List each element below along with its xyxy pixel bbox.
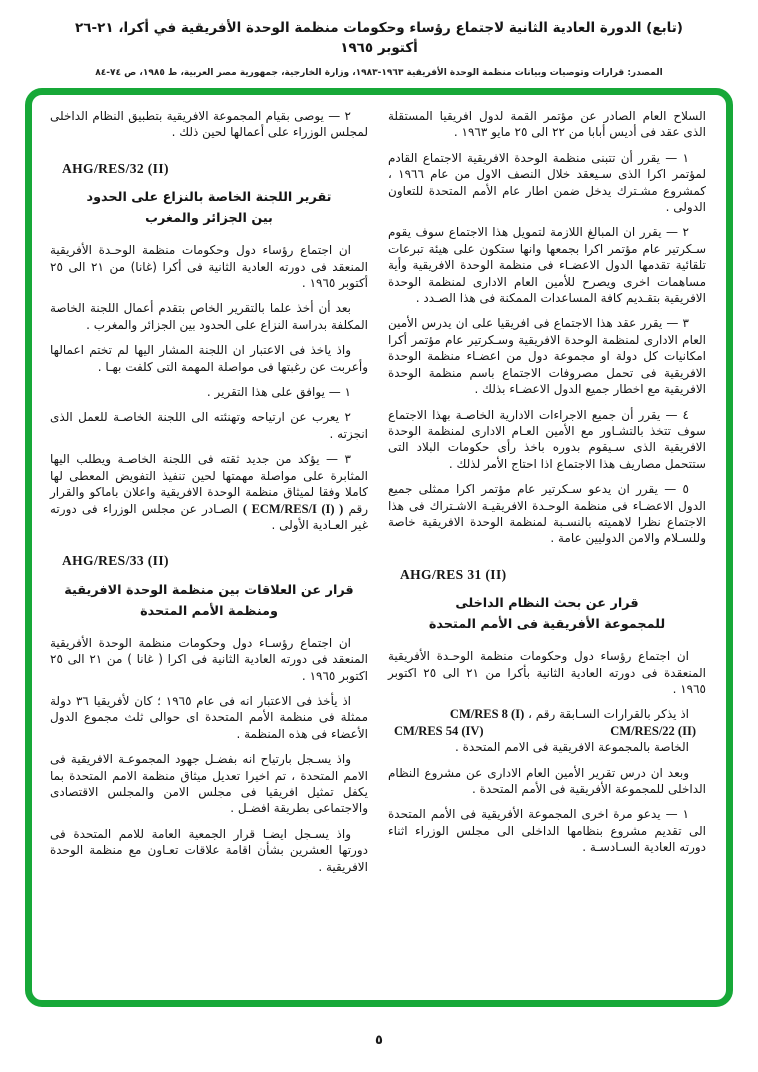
resolution-32-title-line1: تقرير اللجنة الخاصة بالنزاع على الحدود	[86, 190, 332, 206]
resolution-32-item-3-text: ٣ — يؤكد من جديد ثقته فى اللجنة الخاصـة ويطلب اليها المثابرة على مواصلة مهمتها لحين تنفيذ التفويض المعطى لها كاملا وفقا لميثاق منظمة الوحدة الافريقية واعلان باماكو والقرار رقم	[50, 452, 368, 516]
resolution-33-noting-clause-2: واذ يسـجل ايضـا قرار الجمعية العامة للامم المتحدة فى دورتها العشرين بشأن اقامة علاقات تعـاون مع منظمة الوحدة الافريقية .	[50, 826, 368, 874]
resolution-item-5: ٥ — يقرر ان يدعو سـكرتير عام مؤتمر اكرا ممثلى جميع الدول الاعضـاء فى منظمة الوحـدة الافريقيـة الاشـتراك فى هذا الاجتماع نظرا لاهميته بالنسـبة لمنظمة الوحدة الافريقية خاصة وللسـلام والامن الدوليين عامة .	[388, 482, 706, 546]
recall-codes-line	[388, 723, 706, 739]
resolution-32-title-line2: بين الجزائر والمغرب	[145, 211, 273, 227]
paragraph-continuation: السلاح العام الصادر عن مؤتمر القمة لدول افريقيا المستقلة الذى عقد فى أديس أبابا من ٢٢ الى ٢٥ مايو ١٩٦٣ .	[388, 109, 706, 140]
resolution-31-study-clause: وبعد ان درس تقرير الأمين العام الادارى عن مشروع النظام الداخلى للمجموعة الأفريقية فى الأمم المتحدة .	[388, 765, 706, 796]
resolution-item-3: ٣ — يقرر عقد هذا الاجتماع فى افريقيا على ان يدرس الأمين العام الادارى لمنظمة الوحدة الافريقية وسـكرتير عام مؤتمر أكرا امكانيات كل دولة او مجموعة دول من اعضـاء منظمة الوحدة الافريقية فى تحمل مصروفات الاجتماع باسم منظمة الوحدة الافريقية مع اخطار جميع الدول الاعضـاء بذلك .	[388, 316, 706, 397]
recall-outro-line: الخاصة بالمجموعة الافريقية فى الامم المتحدة .	[455, 740, 689, 755]
resolution-33-preamble: ان اجتماع رؤسـاء دول وحكومات منظمة الوحدة الأفريقية المنعقد فى دورته العادية الثانية فى اكرا ( غانا ) من ٢١ الى ٢٥ اكتوبر ١٩٦٥ .	[50, 635, 368, 683]
resolution-33-title	[50, 580, 368, 622]
resolution-item-1: ١ — يقرر أن تتبنى منظمة الوحدة الافريقية الاجتماع القادم لمؤتمر اكرا الذى سـيعقد خلال النصف الاول من عام ١٩٦٦ ، كمشروع مشـترك يدخل ضمن اطار عام الأمم المتحدة للتعاون الدولى .	[388, 150, 707, 215]
page-number: ٥	[375, 1033, 383, 1048]
ecm-res-code: ( ECM/RES/I (I) )	[242, 501, 344, 516]
source-citation: المصدر: قرارات وتوصيات وبيانات منظمة الوحدة الأفريقية ١٩٦٣-١٩٨٣، وزارة الخارجية، جمهورية مصر العربية، ط ١٩٨٥، ص ٧٤-٨٤	[95, 68, 663, 78]
resolution-code-ahg-res-31: AHG/RES 31 (II)	[400, 566, 507, 582]
recall-code-cm-res-8: CM/RES 8 (I)	[449, 707, 525, 722]
content-border-frame	[25, 88, 733, 1007]
resolution-31-item-1: ١ — يدعو مرة اخرى المجموعة الأفريقية فى الأمم المتحدة الى تقديم مشروع بنظامها الداخلى الى مجلس الوزراء اثناء دورته العادية السـادسـة .	[388, 807, 706, 855]
resolution-32-item-3-text-end: الصـادر عن مجلس الوزراء فى دورته غير العـادية الأولى .	[50, 501, 368, 532]
resolution-31-preamble: ان اجتماع رؤساء دول وحكومات منظمة الوحـدة الأفريقية المنعقدة فى دورته العادية الثانية بأكرا من ٢١ الى ٢٥ اكتوبر ١٩٦٥ .	[388, 649, 706, 696]
resolution-31-item-2: ٢ — يوصى بقيام المجموعة الافريقية بتطبيق النظام الداخلى لمجلس الوزراء على أعمالها لحين ذلك .	[50, 109, 368, 140]
resolution-item-4: ٤ — يقرر أن جميع الاجراءات الادارية الخاصـة بهذا الاجتماع سوف تتخذ بالتشـاور مع الأمين العـام الادارى لمنظمة الوحدة الافريقية الذى سـيقوم بدوره باخذ رأى حكومات البلاد التى ستتحمل مصاريف هذا الاجتماع اذا احتاج الأمر لذلك .	[388, 407, 706, 471]
recall-intro-text: اذ يذكر بالقرارات السـابقة رقم ،	[528, 707, 689, 722]
right-column	[388, 108, 706, 990]
resolution-32-considering-clause: واذ ياخذ فى الاعتبار ان اللجنة المشار اليها لم تختم اعمالها وأعربت عن رغبتها فى مواصلة المهمة التى كلفت بهـا .	[50, 343, 368, 374]
resolution-32-title	[50, 187, 368, 229]
page-header	[0, 0, 758, 78]
recalled-resolutions-block	[388, 706, 706, 755]
two-column-content	[32, 95, 726, 1000]
resolution-item-2: ٢ — يقرر ان المبالغ اللازمة لتمويل هذا الاجتماع سوف يقوم سـكرتير عام مؤتمر اكرا بجمعها وانها ستكون على هيئة تبرعات تلقائية تقدمها الدول الاعضـاء فى منظمة الوحدة الافريقية وأية مساهمات اخرى ويصرح للأمين العام الادارى لمنظمة الوحدة الافريقية بتقـديم كافة المساعدات الممكنة فى هذا الصـدد .	[388, 225, 706, 306]
resolution-32-item-3	[50, 451, 368, 533]
resolution-32-preamble: ان اجتماع رؤساء دول وحكومات منظمة الوحـدة الأفريقية المنعقد فى دورته العادية الثانية فى أكرا (غانا) من ٢١ الى ٢٥ أكتوبر ١٩٦٥ .	[50, 243, 369, 291]
resolution-33-considering-clause: اذ يأخذ فى الاعتبار انه فى عام ١٩٦٥ ؛ كان لأفريقيا ٣٦ دولة ممثلة فى منظمة الأمم المتحدة اى حوالى ثلث مجموع الدول الأعضاء فى هذه المنظمة .	[50, 693, 368, 741]
resolution-33-noting-clause-1: واذ يسـجل بارتياح انه بفضـل جهود المجموعـة الافريقية فى الامم المتحدة ، تم اخيرا تعديل ميثاق منظمة الامم المتحدة بما يكفل تمثيل افريقيا فى مجلس الامن والمجلس الاقتصادى والاجتماعى بطريقة افضـل .	[50, 752, 368, 816]
resolution-33-title-line2: ومنظمة الأمم المتحدة	[140, 603, 278, 619]
resolution-32-noting-clause: بعد أن أخذ علما بالتقرير الخاص بتقدم أعمال اللجنة الخاصة المكلفة بدراسة النزاع على الحدود بين الجزائر والمغرب .	[50, 301, 368, 332]
resolution-31-title	[388, 593, 706, 635]
resolution-code-ahg-res-32: AHG/RES/32 (II)	[62, 160, 169, 176]
resolution-code-ahg-res-33: AHG/RES/33 (II)	[62, 553, 169, 569]
resolution-33-title-line1: قرار عن العلاقات بين منظمة الوحدة الافريقية	[64, 582, 354, 598]
resolution-32-item-2: ٢ يعرب عن ارتياحه وتهنئته الى اللجنة الخاصـة للعمل الذى انجزته .	[50, 410, 368, 441]
resolution-31-title-line2: للمجموعة الأفريقية فى الأمم المتحدة	[428, 617, 666, 633]
resolution-32-item-1: ١ — يوافق على هذا التقرير .	[206, 385, 351, 400]
recall-intro-line	[388, 706, 706, 722]
document-title: (تابع) الدورة العادية الثانية لاجتماع رؤساء وحكومات منظمة الوحدة الأفريقية في أكرا، ٢١-٢٦ أكتوبر ١٩٦٥	[75, 20, 683, 56]
recall-code-cm-res-22: CM/RES/22 (II)	[610, 723, 696, 738]
left-column	[50, 108, 368, 990]
resolution-31-title-line1: قرار عن بحث النظام الداخلى	[455, 596, 639, 612]
recall-code-cm-res-54: CM/RES 54 (IV)	[394, 723, 484, 738]
